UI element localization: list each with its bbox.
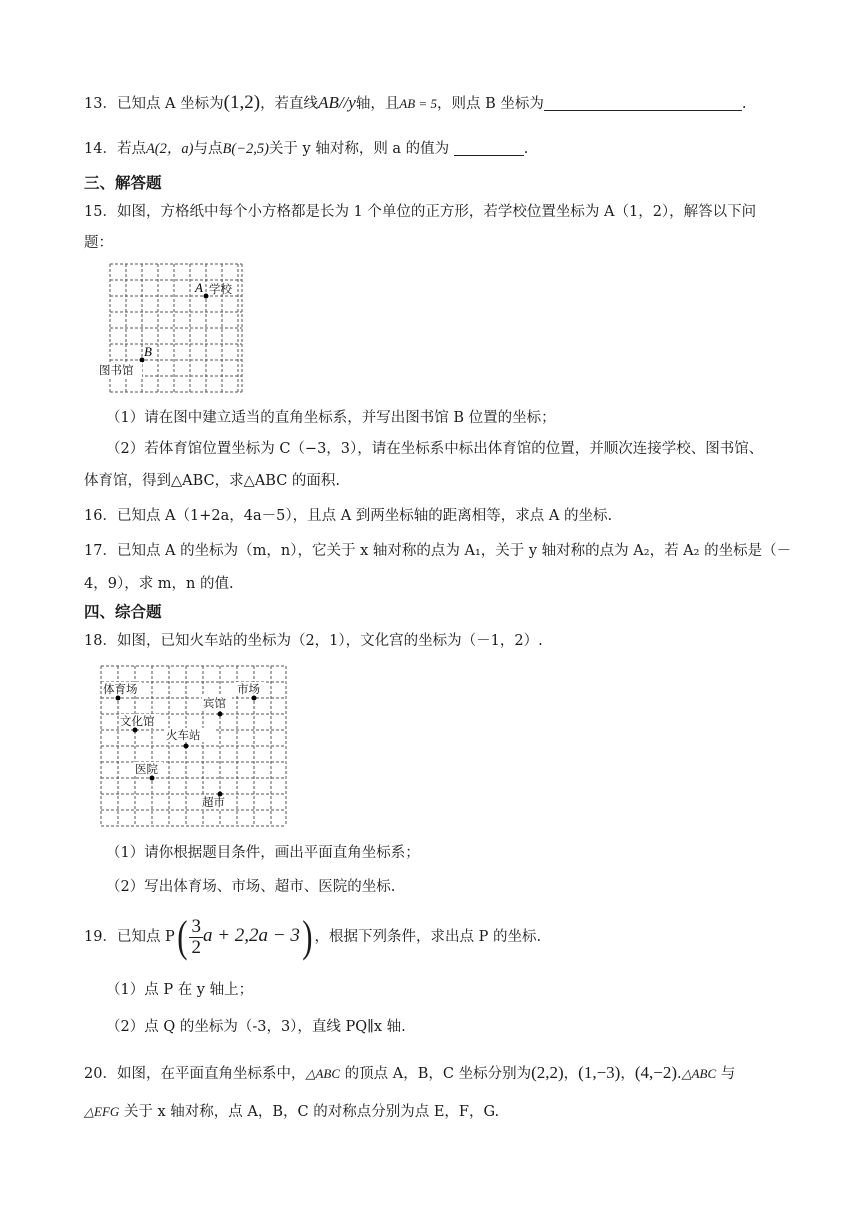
- fraction: $\frac{3}{2}$: [191, 915, 201, 958]
- q20-line2: △EFG 关于 x 轴对称，点 A，B，C 的对称点分别为点 E，F，G.: [84, 1104, 500, 1120]
- q18-line1: 18．如图，已知火车站的坐标为（2，1），文化宫的坐标为（－1，2）.: [84, 633, 543, 649]
- train-station-point: [184, 744, 189, 749]
- answer-blank[interactable]: [544, 94, 742, 111]
- hospital-point: [150, 776, 155, 781]
- q19-sub1: （1）点 P 在 y 轴上；: [106, 982, 254, 998]
- q13-number: 13．: [84, 96, 117, 112]
- section-heading: 四、综合题: [84, 603, 162, 621]
- q15-sub1: （1）请在图中建立适当的直角坐标系，并写出图书馆 B 位置的坐标；: [106, 410, 556, 426]
- market-point: [252, 696, 257, 701]
- section-heading: 三、解答题: [84, 174, 162, 192]
- q18-sub1: （1）请你根据题目条件，画出平面直角坐标系；: [106, 845, 420, 861]
- q17-line1: 17．已知点 A 的坐标为（m，n），它关于 x 轴对称的点为 A₁，关于 y 轴对称的点为 A₂，若 A₂ 的坐标是（－: [84, 543, 792, 559]
- question-13: 13．已知点 A 坐标为(1,2)，若直线AB//y轴，且AB = 5，则点 B 坐标为 .: [84, 92, 747, 113]
- q13-coord-a: (1,2): [223, 92, 261, 113]
- label-supermarket: 超市: [202, 795, 225, 809]
- label-hotel: 宾馆: [203, 696, 226, 710]
- q13-line-ab: AB//y: [318, 93, 356, 112]
- q20-line1: 20．如图，在平面直角坐标系中，△ABC 的顶点 A，B，C 坐标分别为(2,2)，(1,−3)，(4,−2).△ABC 与: [84, 1063, 736, 1082]
- stadium-point: [116, 696, 121, 701]
- answer-blank[interactable]: [454, 139, 524, 156]
- hotel-point: [218, 712, 223, 717]
- label-market: 市场: [237, 682, 260, 696]
- school-point: [204, 294, 209, 299]
- q17-line2: 4，9），求 m，n 的值.: [84, 576, 234, 592]
- q15-sub2a: （2）若体育馆位置坐标为 C（−3，3），请在坐标系中标出体育馆的位置，并顺次连接学校、图书馆、: [106, 441, 764, 457]
- left-paren: (: [177, 912, 188, 961]
- q15-line2: 题：: [84, 235, 113, 251]
- label-culture-hall: 文化馆: [120, 714, 155, 728]
- label-b: B: [144, 344, 152, 359]
- culture-hall-point: [133, 728, 138, 733]
- label-train-station: 火车站: [166, 728, 201, 742]
- label-school: 学校: [209, 282, 232, 296]
- q15-sub2b: 体育馆，得到△ABC，求△ABC 的面积.: [84, 473, 341, 489]
- question-16: 16．已知点 A（1+2a，4a－5），且点 A 到两坐标轴的距离相等，求点 A 的坐标.: [84, 508, 613, 524]
- q19-sub2: （2）点 Q 的坐标为（-3，3），直线 PQ∥x 轴.: [106, 1019, 406, 1035]
- label-stadium: 体育场: [103, 682, 138, 696]
- city-grid-figure: [98, 664, 290, 828]
- label-library: 图书馆: [99, 363, 134, 377]
- right-paren: ): [302, 912, 313, 961]
- q15-line1: 15．如图，方格纸中每个小方格都是长为 1 个单位的正方形，若学校位置坐标为 A（1，2），解答以下问: [84, 204, 757, 220]
- label-a: A: [195, 280, 203, 295]
- question-19: 19．已知点 P( $\frac{3}{2}$ a + 2,2a − 3) ，根据下列条件，求出点 P 的坐标.: [84, 912, 542, 961]
- question-14: 14．若点A(2，a)与点B(−2,5)关于 y 轴对称，则 a 的值为 .: [84, 141, 529, 157]
- q18-sub2: （2）写出体育场、市场、超市、医院的坐标.: [106, 879, 396, 895]
- school-grid-figure: [98, 258, 248, 398]
- label-hospital: 医院: [135, 762, 158, 776]
